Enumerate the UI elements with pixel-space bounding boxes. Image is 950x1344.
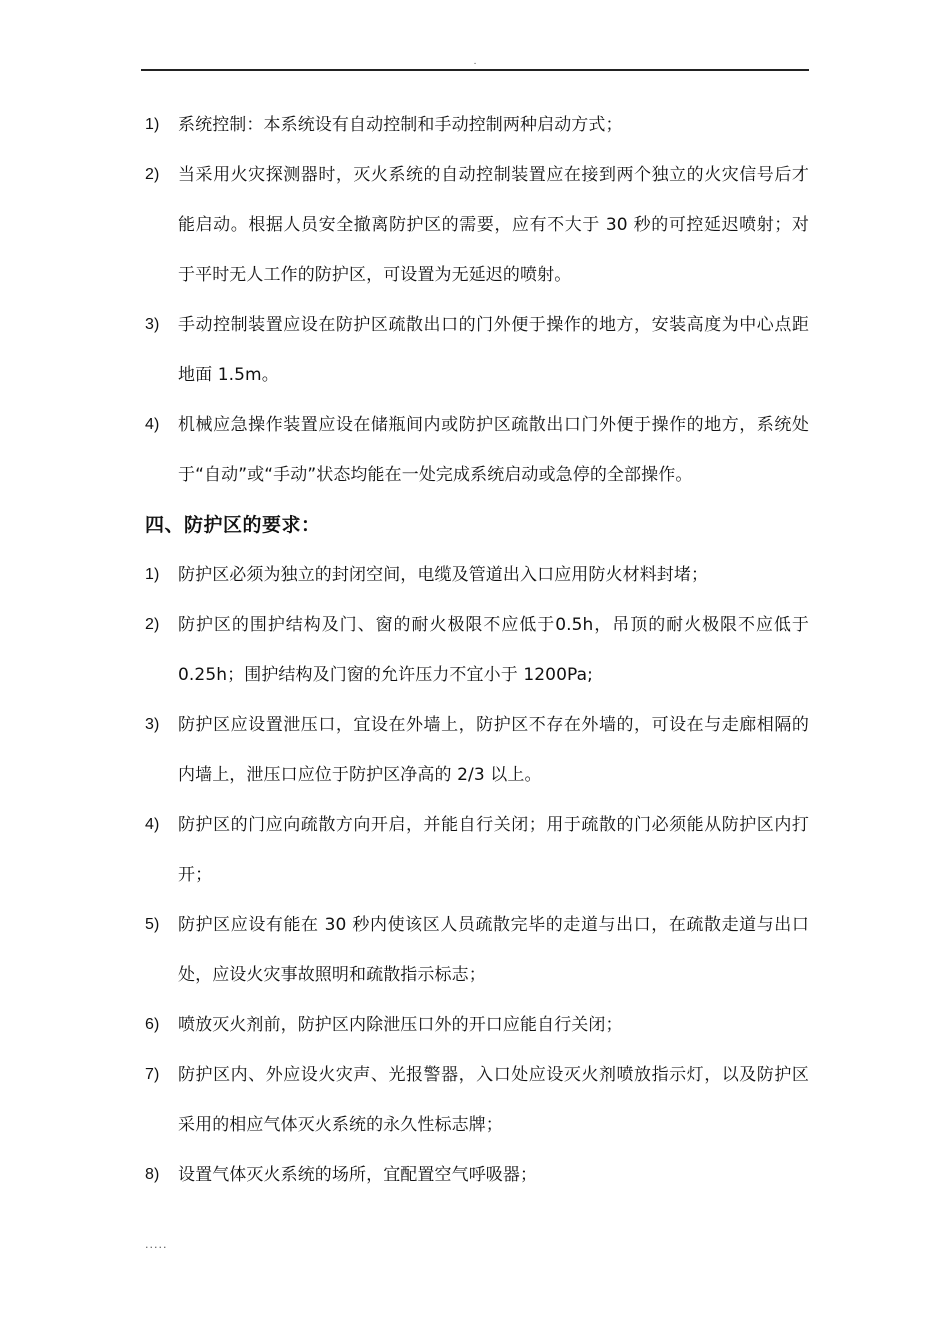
header-rule [141,69,809,71]
item-text: 设置气体灭火系统的场所，宜配置空气呼吸器； [178,1165,538,1185]
item-text: 防护区内、外应设火灾声、光报警器，入口处应设灭火剂喷放指示灯，以及防护区采用的相应气体灭火系统的永久性标志牌； [178,1065,809,1135]
item-text: 防护区必须为独立的封闭空间，电缆及管道出入口应用防火材料封堵； [178,565,709,585]
list-item [141,150,809,300]
item-number: 3) [145,316,160,333]
list-item [141,1150,809,1200]
item-number: 1) [145,116,160,133]
item-number: 4) [145,416,160,433]
item-number: 6) [145,1016,160,1033]
header-mark: . [473,57,477,67]
list-item [141,800,809,900]
item-number: 7) [145,1066,160,1083]
list-item [141,1050,809,1150]
item-text: 当采用火灾探测器时，灭火系统的自动控制装置应在接到两个独立的火灾信号后才能启动。根据人员安全撤离防护区的需要，应有不大于 30 秒的可控延迟喷射；对于平时无人工作的防护区，可设置为无延迟的喷射。 [178,165,809,285]
list-item [141,100,809,150]
item-text: 防护区的门应向疏散方向开启，并能自行关闭；用于疏散的门必须能从防护区内打开； [178,815,809,885]
item-number: 8) [145,1166,160,1183]
item-number: 5) [145,916,160,933]
list-item [141,300,809,400]
item-text: 防护区应设置泄压口，宜设在外墙上，防护区不存在外墙的，可设在与走廊相隔的内墙上，泄压口应位于防护区净高的 2/3 以上。 [178,715,809,785]
item-text: 防护区的围护结构及门、窗的耐火极限不应低于0.5h，吊顶的耐火极限不应低于 0.25h；围护结构及门窗的允许压力不宜小于 1200Pa; [178,615,809,685]
list-item [141,600,809,700]
document-body [141,100,809,1200]
section-heading: 四、防护区的要求： [145,514,321,536]
item-text: 系统控制：本系统设有自动控制和手动控制两种启动方式； [178,115,623,135]
list-item [141,400,809,500]
item-number: 3) [145,716,160,733]
item-number: 2) [145,166,160,183]
item-text: 机械应急操作装置应设在储瓶间内或防护区疏散出口门外便于操作的地方，系统处于“自动”或“手动”状态均能在一处完成系统启动或急停的全部操作。 [178,415,809,485]
list-item [141,900,809,1000]
item-number: 2) [145,616,160,633]
list-item [141,1000,809,1050]
item-text: 防护区应设有能在 30 秒内使该区人员疏散完毕的走道与出口，在疏散走道与出口处，应设火灾事故照明和疏散指示标志； [178,915,809,985]
item-text: 喷放灭火剂前，防护区内除泄压口外的开口应能自行关闭； [178,1015,623,1035]
item-number: 4) [145,816,160,833]
item-text: 手动控制装置应设在防护区疏散出口的门外便于操作的地方，安装高度为中心点距地面 1.5m。 [178,315,809,385]
footer-mark: ..... [145,1238,168,1251]
list-item [141,700,809,800]
item-number: 1) [145,566,160,583]
list-item [141,550,809,600]
